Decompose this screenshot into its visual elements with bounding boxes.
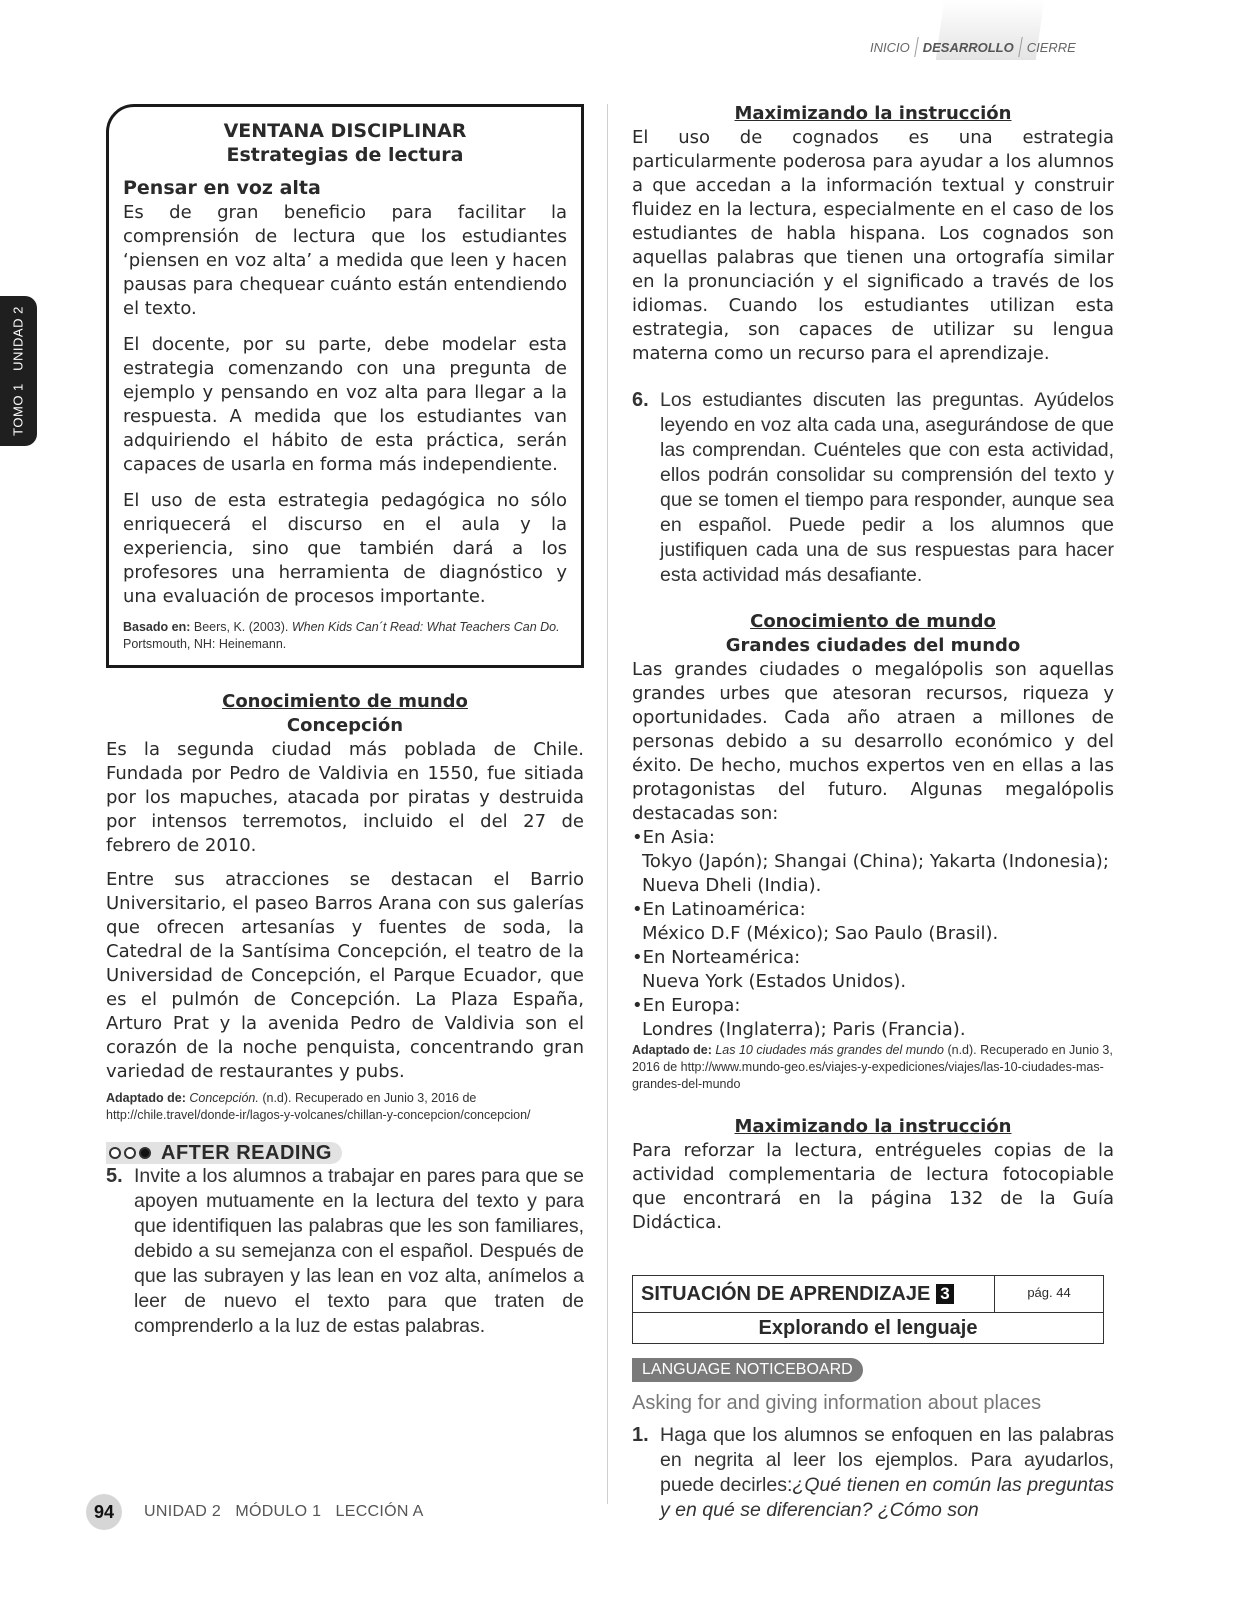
item-5 <box>106 1164 584 1339</box>
maximizando-paragraph-2: Para reforzar la lectura, entrégueles copias de la actividad complementaria de lectura fotocopiable que encontrará en la página 132 de la Guía Didáctica. <box>632 1140 1114 1233</box>
nav-cierre: CIERRE <box>1026 40 1076 55</box>
item-6-number: 6. <box>632 389 649 411</box>
list-item: •En Norteamérica: Nueva York (Estados Unidos). <box>632 947 907 992</box>
maximizando-heading-2: Maximizando la instrucción <box>734 1116 1012 1137</box>
column-divider <box>607 104 608 1504</box>
ciudades-source: Adaptado de: Las 10 ciudades más grandes del mundo (n.d). Recuperado en Junio 3, 2016 de http://www.mundo-geo.es/viajes-y-expediciones/viajes/las-10-ciudades-mas-grandes-del-mundo <box>632 1043 1113 1091</box>
ventana-source: Basado en: Beers, K. (2003). When Kids Can´t Read: What Teachers Can Do. Portsmouth, NH: Heinemann. <box>123 620 560 651</box>
step-dot-filled-icon <box>139 1147 151 1159</box>
item-6-text: Los estudiantes discuten las preguntas. Ayúdelos leyendo en voz alta cada una, asegurándose de que las comprendan. Cuénteles que con esta actividad, ellos podrán consolidar su comprensión del texto y que se tomen el tiempo para responder, aunque sea en español. Puede pedir a los alumnos que justifiquen cada una de sus respuestas para hacer esta actividad más desafiante. <box>660 389 1114 586</box>
ventana-paragraph-2: El docente, por su parte, debe modelar esta estrategia comenzando con una pregunta de ejemplo y pensando en voz alta para llegar a la respuesta. A medida que los estudiantes van adquiriendo el hábito de esta práctica, serán capaces de usarla en forma más independiente. <box>123 334 567 475</box>
ciudades-list <box>632 826 1114 1042</box>
concepcion-source: Adaptado de: Concepción. (n.d). Recuperado en Junio 3, 2016 de http://chile.travel/donde-ir/lagos-y-volcanes/chillan-y-concepcion/concepcion/ <box>106 1091 531 1122</box>
after-reading-label: AFTER READING <box>161 1141 332 1164</box>
item-6 <box>632 388 1114 588</box>
ciudades-heading: Conocimiento de mundo <box>750 611 996 632</box>
item-5-number: 5. <box>106 1165 123 1187</box>
item-1-number: 1. <box>632 1424 649 1446</box>
side-tab <box>0 296 37 446</box>
noticeboard-heading: Asking for and giving information about places <box>632 1392 1042 1414</box>
ciudades-paragraph: Las grandes ciudades o megalópolis son aquellas grandes urbes que atesoran recursos, riqueza y oportunidades. Cada año atraen a millones de personas debido a su desarrollo económico y del éxito. De hecho, muchos expertos ven en ellas a las protagonistas del futuro. Algunas megalópolis destacadas son: <box>632 659 1114 824</box>
right-column <box>632 102 1114 1523</box>
maximizando-paragraph-1: El uso de cognados es una estrategia particularmente poderosa para ayudar a los alumnos a que accedan a la información textual y construir fluidez en la lectura, especialmente en el caso de los estudiantes de habla hispana. Los cognados son aquellas palabras que tienen una ortografía similar en la pronunciación y el significado a través de los idiomas. Cuando los estudiantes utilizan esta estrategia, son capaces de utilizar su lengua materna como un recurso para el aprendizaje. <box>632 127 1114 364</box>
item-1 <box>632 1423 1114 1523</box>
situacion-title: SITUACIÓN DE APRENDIZAJE 3 <box>633 1276 995 1312</box>
list-item: •En Latinoamérica: México D.F (México); Sao Paulo (Brasil). <box>632 899 999 944</box>
concepcion-heading: Conocimiento de mundo <box>222 691 468 712</box>
language-noticeboard-label: LANGUAGE NOTICEBOARD <box>632 1358 863 1382</box>
page-number: 94 <box>86 1494 122 1530</box>
situacion-number-badge: 3 <box>936 1284 953 1304</box>
step-dot-icon <box>109 1147 121 1159</box>
ciudades-subheading: Grandes ciudades del mundo <box>725 635 1021 656</box>
left-column <box>106 104 584 1339</box>
nav-desarrollo: DESARROLLO <box>922 40 1014 55</box>
after-reading-banner <box>106 1142 342 1164</box>
maximizando-heading-1: Maximizando la instrucción <box>734 103 1012 124</box>
ventana-section-heading: Pensar en voz alta <box>123 177 321 199</box>
item-1-text: Haga que los alumnos se enfoquen en las palabras en negrita al leer los ejemplos. Para ayudarlos, puede decirles:¿Qué tienen en común las preguntas y en qué se diferencian? ¿Cómo son <box>660 1424 1114 1521</box>
ventana-disciplinar-box <box>106 104 584 668</box>
situacion-box <box>632 1275 1104 1344</box>
page-footer <box>86 1494 424 1530</box>
top-nav-items <box>870 37 1076 55</box>
footer-breadcrumb: UNIDAD 2 MÓDULO 1 LECCIÓN A <box>144 1503 424 1520</box>
ventana-paragraph-3: El uso de esta estrategia pedagógica no sólo enriquecerá el discurso en el aula y la experiencia, sino que también dará a los profesores una herramienta de diagnóstico y una evaluación de procesos importante. <box>123 490 567 607</box>
ventana-title: VENTANA DISCIPLINAR <box>223 120 467 142</box>
situacion-page: pág. 44 <box>1027 1285 1071 1300</box>
item-5-text: Invite a los alumnos a trabajar en pares para que se apoyen mutuamente en la lectura del texto y para que identifiquen las palabras que les son familiares, debido a su semejanza con el español. Después de que las subrayen y las lean en voz alta, anímelos a leer de nuevo el texto para que traten de comprenderlo a la luz de estas palabras. <box>134 1165 584 1337</box>
concepcion-subheading: Concepción <box>286 715 404 736</box>
concepcion-paragraph-1: Es la segunda ciudad más poblada de Chile. Fundada por Pedro de Valdivia en 1550, fue sitiada por los mapuches, atacada por piratas y destruida por intensos terremotos, incluido el del 27 de febrero de 2010. <box>106 739 584 856</box>
ventana-subtitle: Estrategias de lectura <box>226 144 464 166</box>
step-dot-icon <box>124 1147 136 1159</box>
concepcion-paragraph-2: Entre sus atracciones se destacan el Barrio Universitario, el paseo Barros Arana con sus galerías que ofrecen artesanías y fuentes de soda, la Catedral de la Santísima Concepción, el teatro de la Universidad de Concepción, el Parque Ecuador, que es el pulmón de Concepción. La Plaza España, Arturo Prat y la avenida Pedro de Valdivia son el corazón de la noche penquista, concentrando gran variedad de restaurantes y pubs. <box>106 869 584 1082</box>
situacion-subtitle: Explorando el lenguaje <box>758 1317 978 1339</box>
top-navigation <box>870 0 1130 60</box>
nav-inicio: INICIO <box>870 40 910 55</box>
list-item: •En Asia: Tokyo (Japón); Shangai (China); Yakarta (Indonesia); Nueva Dheli (India). <box>632 827 1109 896</box>
ventana-paragraph-1: Es de gran beneficio para facilitar la comprensión de lectura que los estudiantes ‘piensen en voz alta’ a medida que leen y hacen pausas para chequear cuánto están entendiendo el texto. <box>123 202 567 319</box>
list-item: •En Europa: Londres (Inglaterra); Paris (Francia). <box>632 995 966 1040</box>
side-tab-label: TOMO 1 UNIDAD 2 <box>10 306 26 436</box>
